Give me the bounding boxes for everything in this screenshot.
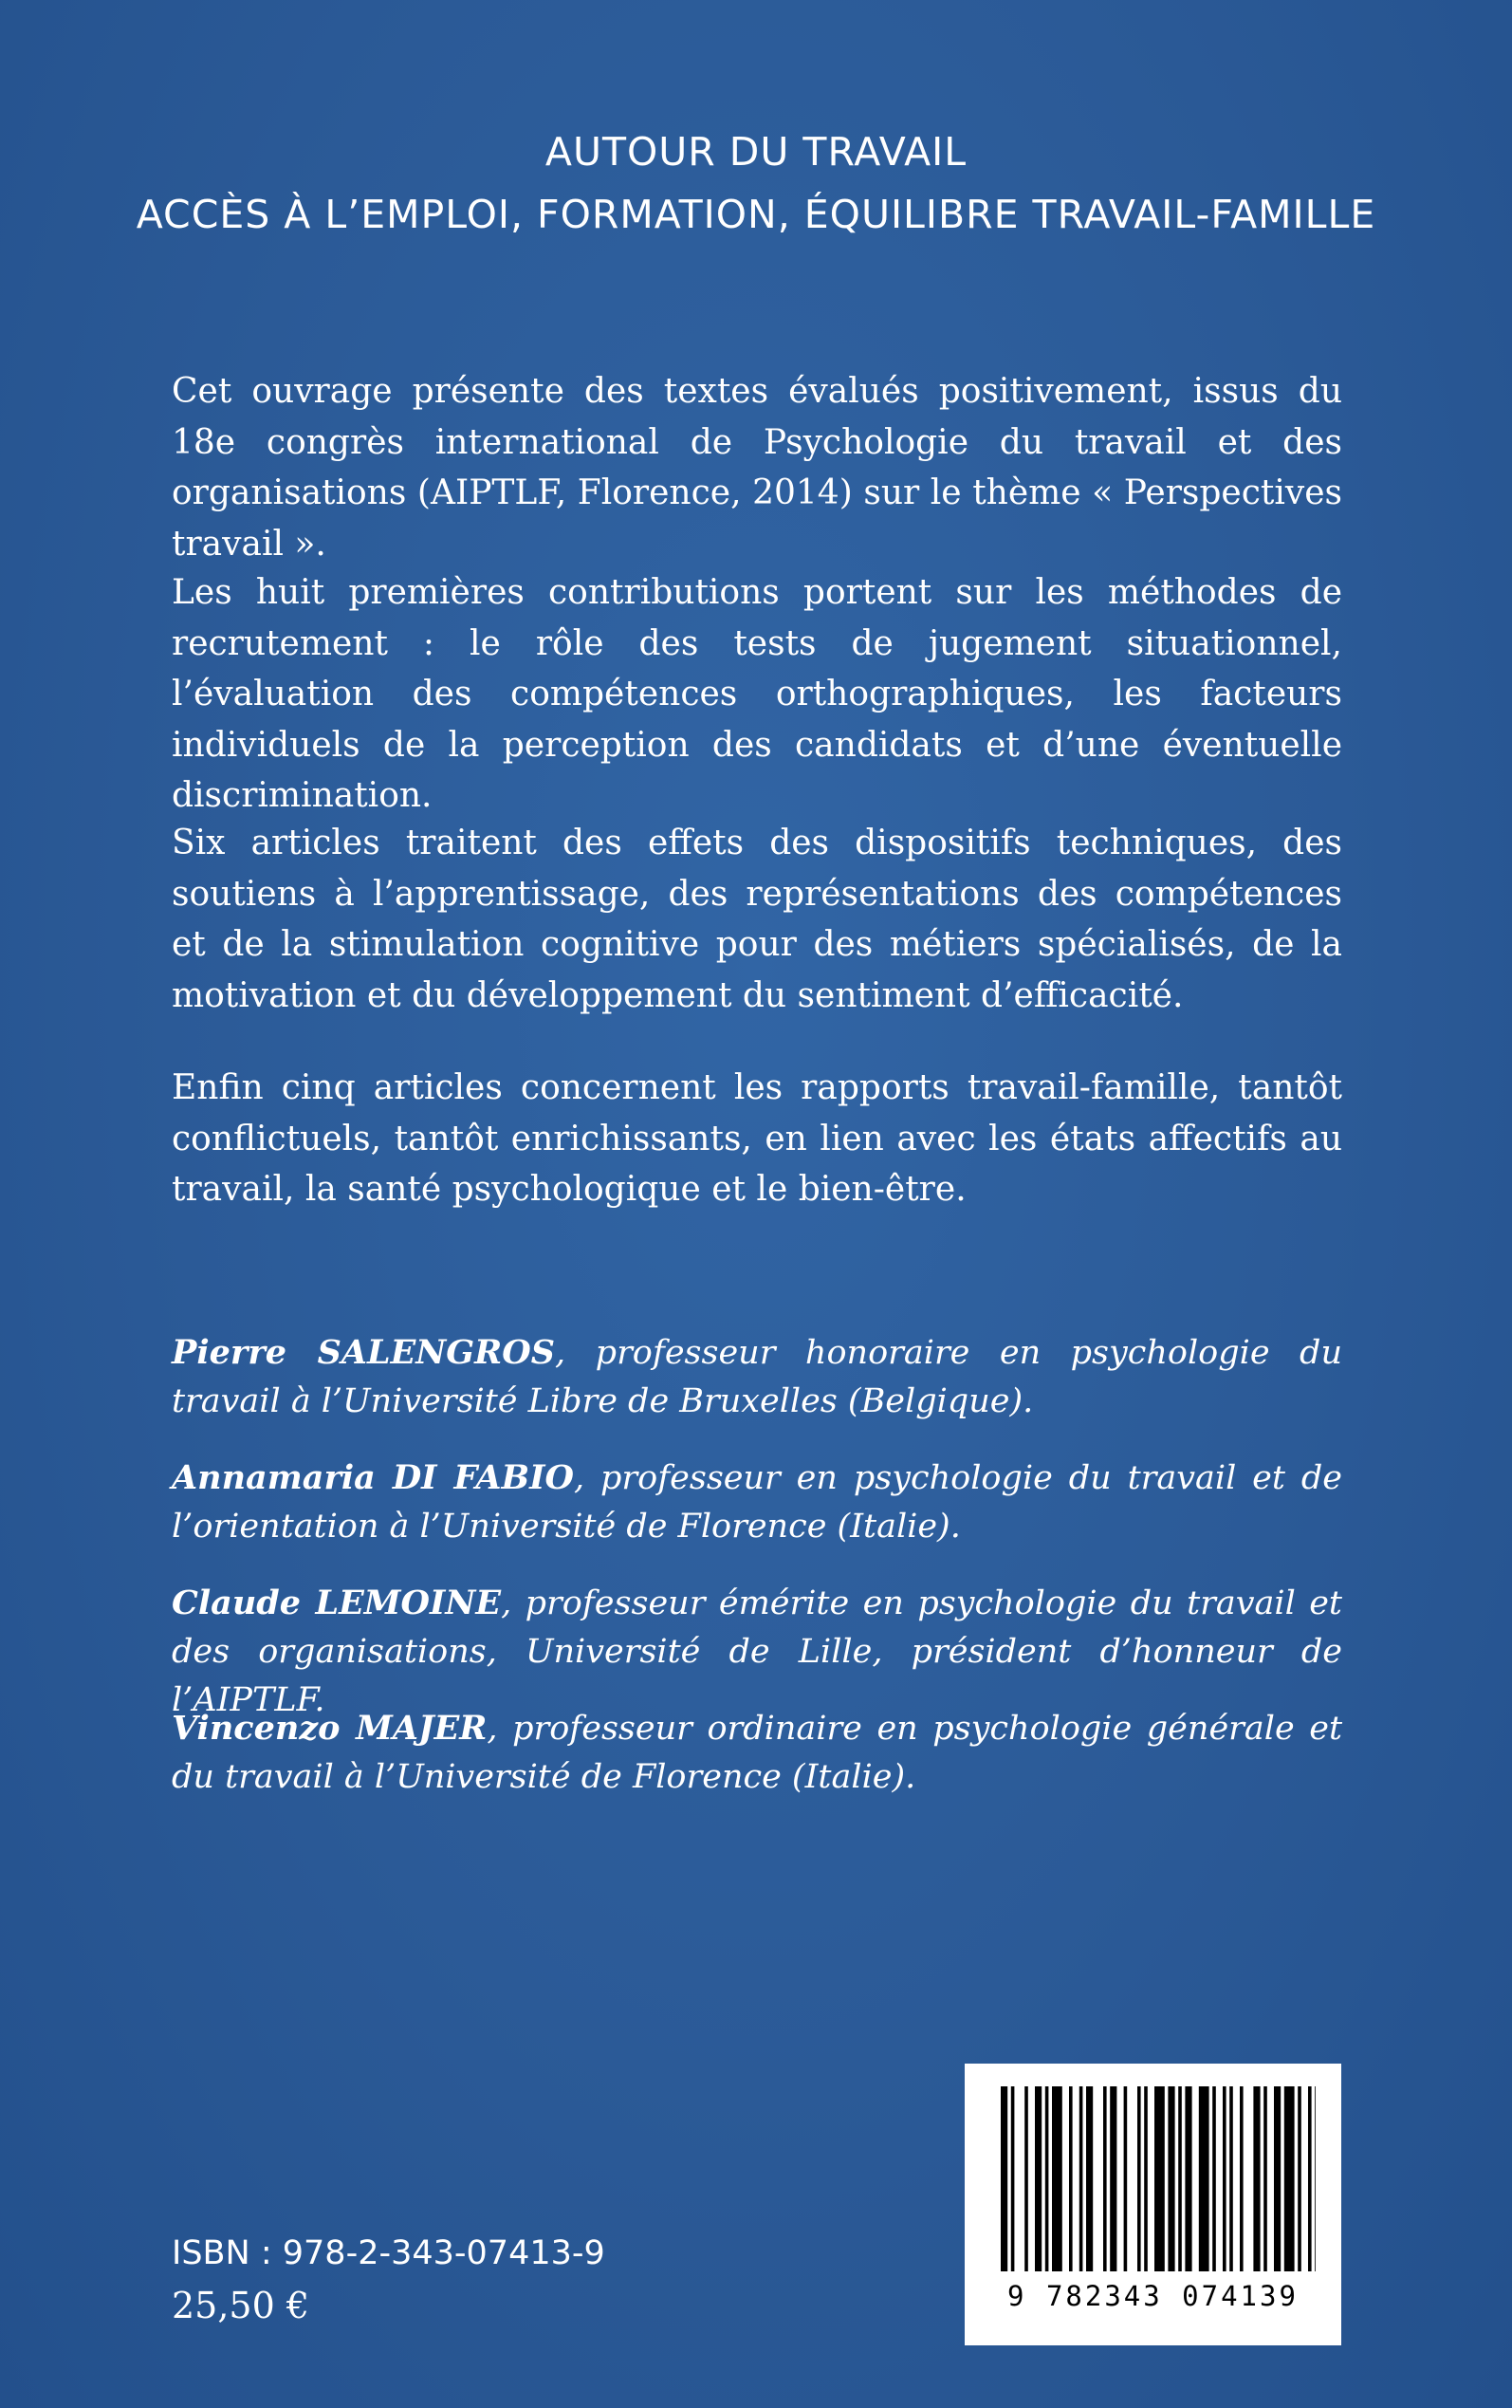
author-entry: [172, 1579, 1342, 1725]
barcode-bar: [1124, 2086, 1128, 2271]
paragraph-training: Six articles traitent des effets des dispositifs techniques, des soutiens à l’apprentissage, des représentations des compétences et de la stimulation cognitive pour des métiers spécialisés, de la motivation et du développement du sentiment d’efficacité.: [172, 824, 1342, 1015]
author-name: Claude LEMOINE: [172, 1584, 502, 1622]
barcode-bar: [1024, 2086, 1028, 2271]
author-description: , professeur en psychologie du travail et de l’orientation à l’Université de Florence (Italie).: [172, 1459, 1342, 1546]
barcode-bar: [1069, 2086, 1073, 2271]
barcode-bar: [1284, 2086, 1295, 2271]
barcode-bar: [1212, 2086, 1216, 2271]
author-entry: [172, 1454, 1342, 1551]
barcode-bar: [1298, 2086, 1301, 2271]
barcode-bar: [1001, 2086, 1007, 2271]
barcode-bar: [1199, 2086, 1209, 2271]
barcode-bar: [1274, 2086, 1281, 2271]
price-text: 25,50 €: [172, 2285, 310, 2326]
author-entry: [172, 1704, 1342, 1802]
barcode-bar: [1178, 2086, 1182, 2271]
barcode-bar: [1035, 2086, 1042, 2271]
barcode-bar: [1110, 2086, 1116, 2271]
barcode-bar: [1185, 2086, 1191, 2271]
barcode-bar: [1079, 2086, 1083, 2271]
author-description: , professeur émérite en psychologie du travail et des organisations, Université de Lille, président d’honneur de l’AIPTLF.: [172, 1584, 1342, 1719]
author-description: , professeur honoraire en psychologie du travail à l’Université Libre de Bruxelles (Belgique).: [172, 1334, 1342, 1420]
barcode-bar: [1086, 2086, 1093, 2271]
barcode-bar: [1103, 2086, 1107, 2271]
barcode-bar: [1154, 2086, 1165, 2271]
author-description: , professeur ordinaire en psychologie générale et du travail à l’Université de Florence (Italie).: [172, 1710, 1343, 1796]
barcode-bar: [1253, 2086, 1260, 2271]
author-name: Vincenzo MAJER: [172, 1709, 488, 1748]
barcode: [965, 2064, 1341, 2345]
paragraph-intro: Cet ouvrage présente des textes évalués positivement, issus du 18e congrès international de Psychologie du travail et des organisations (AIPTLF, Florence, 2014) sur le thème « Perspectives travail ».: [172, 372, 1342, 564]
barcode-bar: [1240, 2086, 1244, 2271]
barcode-bar: [1223, 2086, 1226, 2271]
author-entry: [172, 1328, 1342, 1426]
title-line-1: AUTOUR DU TRAVAIL: [544, 129, 968, 175]
barcode-bar: [1315, 2086, 1316, 2271]
barcode-bar: [1011, 2086, 1015, 2271]
title-line-2: ACCÈS À L’EMPLOI, FORMATION, ÉQUILIBRE TRAVAIL-FAMILLE: [136, 192, 1376, 237]
barcode-bar: [1052, 2086, 1062, 2271]
barcode-bar: [1308, 2086, 1312, 2271]
barcode-bar: [1229, 2086, 1233, 2271]
barcode-digits: 9 782343 074139: [1007, 2280, 1299, 2312]
isbn-text: ISBN : 978-2-343-07413-9: [172, 2234, 605, 2272]
barcode-bar: [1263, 2086, 1267, 2271]
barcode-bar: [1144, 2086, 1148, 2271]
barcode-bar: [1137, 2086, 1141, 2271]
barcode-bar: [1168, 2086, 1174, 2271]
author-name: Pierre SALENGROS: [172, 1333, 556, 1372]
author-name: Annamaria DI FABIO: [172, 1458, 574, 1497]
paragraph-recruitment: Les huit premières contributions portent sur les méthodes de recrutement : le rôle des tests de jugement situationnel, l’évaluation des compétences orthographiques, les facteurs individuels de la perception des candidats et d’une éventuelle discrimination.: [172, 573, 1342, 815]
barcode-bar: [1045, 2086, 1049, 2271]
paragraph-work-family: Enfin cinq articles concernent les rapports travail-famille, tantôt conflictuels, tantôt enrichissants, en lien avec les états affectifs au travail, la santé psychologique et le bien-être.: [172, 1068, 1342, 1209]
